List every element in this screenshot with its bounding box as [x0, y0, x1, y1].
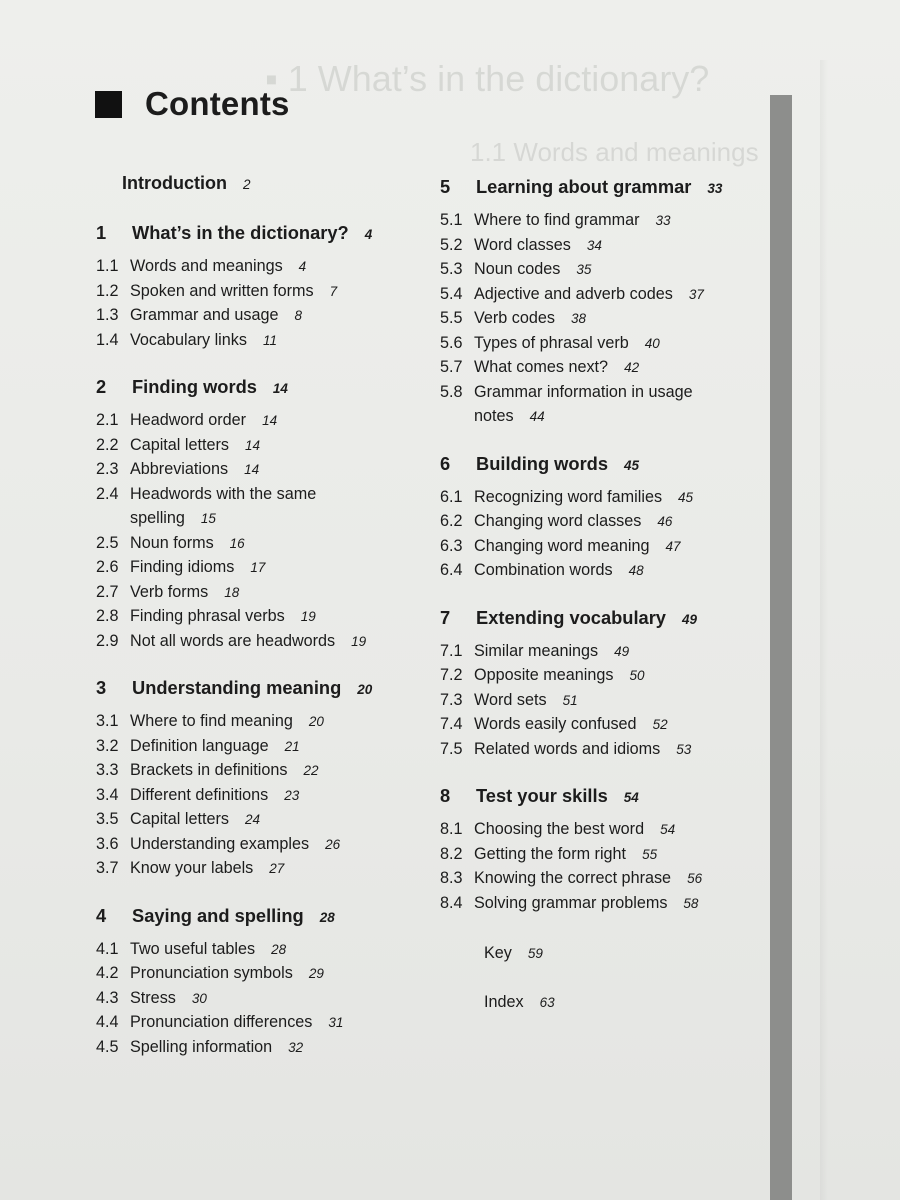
- entry-number: 6.3: [440, 536, 463, 555]
- entry-number: 4.5: [96, 1037, 119, 1056]
- toc-entry: [440, 380, 770, 405]
- entry-title: What comes next? 42: [474, 358, 640, 376]
- page-number: 2: [242, 177, 251, 192]
- page-number: 20: [308, 714, 324, 729]
- toc-section-heading: [440, 603, 770, 633]
- page-number: 14: [244, 437, 260, 453]
- entry-title: Definition language 21: [130, 736, 300, 755]
- entry-title: Stress 30: [130, 988, 207, 1007]
- entry-number: 8.2: [440, 844, 463, 863]
- entry-number: 5.7: [440, 358, 463, 376]
- page-number: 18: [224, 584, 240, 600]
- page-number: 32: [288, 1039, 304, 1055]
- entry-title: Combination words 48: [474, 561, 644, 579]
- entry-title: Finding phrasal verbs 19: [130, 607, 316, 625]
- entry-title: What’s in the dictionary? 4: [132, 222, 373, 243]
- toc-entry: [96, 254, 426, 279]
- entry-title: Getting the form right 55: [474, 844, 658, 863]
- page-number: 30: [191, 990, 207, 1006]
- page-number: 63: [539, 994, 555, 1010]
- entry-number: 4.3: [96, 988, 119, 1007]
- entry-number: 4.1: [96, 939, 119, 958]
- entry-title: Noun codes 35: [474, 260, 592, 278]
- entry-title: Finding idioms 17: [130, 558, 266, 576]
- entry-title: Building words 45: [476, 452, 640, 474]
- entry-number: 2: [96, 376, 107, 397]
- toc-entry: [96, 328, 426, 353]
- page-number: 56: [687, 871, 703, 886]
- entry-title: Types of phrasal verb 40: [474, 333, 660, 352]
- page-number: 46: [657, 514, 673, 529]
- entry-title: Solving grammar problems 58: [474, 893, 699, 912]
- toc-left-column: [96, 168, 426, 1059]
- entry-number: 7.1: [440, 641, 463, 660]
- toc-entry: [440, 355, 770, 380]
- entry-number: 4.2: [96, 964, 119, 982]
- entry-number: 5.1: [440, 211, 463, 229]
- page-number: 44: [529, 409, 545, 424]
- entry-title: Vocabulary links 11: [130, 330, 277, 349]
- toc-entry: [440, 842, 770, 867]
- entry-number: 7.3: [440, 690, 463, 709]
- toc-entry: [96, 408, 426, 433]
- entry-title: Word classes 34: [474, 235, 602, 254]
- page-number: 38: [571, 311, 587, 326]
- entry-number: 6.1: [440, 487, 463, 506]
- toc-right-column: [440, 172, 770, 1014]
- entry-title: Not all words are headwords 19: [130, 631, 367, 650]
- toc-intro-entry: [122, 168, 452, 198]
- toc-entry: [96, 734, 426, 759]
- page-number: 14: [244, 462, 260, 477]
- entry-title: Noun forms 16: [130, 533, 245, 552]
- toc-entry: [96, 506, 426, 531]
- toc-entry: [440, 257, 770, 282]
- entry-title: Extending vocabulary 49: [476, 606, 698, 628]
- entry-title: Capital letters 14: [130, 435, 260, 454]
- toc-entry: [96, 961, 426, 986]
- entry-title: Related words and idioms 53: [474, 739, 692, 758]
- toc-entry: [440, 534, 770, 559]
- page-number: 26: [325, 836, 341, 852]
- toc-entry: [96, 758, 426, 783]
- entry-title: Opposite meanings 50: [474, 666, 645, 684]
- entry-title: Grammar information in usage: [474, 382, 693, 401]
- page-fold-shadow: [820, 60, 828, 1200]
- toc-section-heading: [440, 781, 770, 811]
- toc-entry: [96, 555, 426, 580]
- toc-entry: [96, 629, 426, 654]
- entry-number: 5: [440, 176, 451, 197]
- toc-entry: [484, 990, 814, 1015]
- entry-title: Where to find meaning 20: [130, 712, 324, 730]
- page-number: 50: [629, 668, 645, 683]
- entry-title: Different definitions 23: [130, 785, 300, 804]
- show-through-text: 1.1 Words and meanings: [470, 137, 759, 167]
- toc-entry: [440, 663, 770, 688]
- entry-number: 2.3: [96, 460, 119, 478]
- entry-title: Adjective and adverb codes 37: [474, 284, 704, 303]
- entry-number: 5.3: [440, 260, 463, 278]
- entry-title: Abbreviations 14: [130, 460, 260, 478]
- toc-section-heading: [96, 673, 426, 703]
- page-number: 4: [298, 259, 307, 274]
- toc-entry: [96, 807, 426, 832]
- toc-entry: [440, 558, 770, 583]
- entry-title: Headwords with the same: [130, 484, 317, 503]
- entry-title: Recognizing word families 45: [474, 487, 694, 506]
- entry-number: 2.8: [96, 607, 119, 625]
- entry-number: 3.4: [96, 785, 119, 804]
- entry-title: Word sets 51: [474, 690, 578, 709]
- entry-title: Headword order 14: [130, 411, 278, 429]
- toc-entry: [96, 783, 426, 808]
- entry-title: Similar meanings 49: [474, 641, 630, 660]
- entry-number: 8.4: [440, 893, 463, 912]
- entry-number: 5.8: [440, 382, 463, 401]
- entry-number: 1.1: [96, 257, 119, 275]
- entry-number: 6: [440, 452, 451, 474]
- entry-title: Verb codes 38: [474, 309, 587, 327]
- entry-title: Choosing the best word 54: [474, 820, 676, 838]
- page-number: 14: [272, 381, 288, 396]
- page-number: 34: [586, 237, 602, 253]
- toc-entry: [96, 986, 426, 1011]
- entry-title: notes 44: [474, 407, 545, 425]
- entry-number: 3.7: [96, 859, 119, 877]
- entry-title: Words and meanings 4: [130, 257, 307, 275]
- entry-title: Spelling information 32: [130, 1037, 304, 1056]
- toc-entry: [440, 331, 770, 356]
- toc-entry: [96, 604, 426, 629]
- entry-number: 3.2: [96, 736, 119, 755]
- toc-entry: [96, 531, 426, 556]
- page-number: 47: [665, 538, 681, 554]
- entry-title: Capital letters 24: [130, 810, 260, 828]
- entry-number: 6.4: [440, 561, 463, 579]
- toc-entry: [440, 688, 770, 713]
- entry-title: Words easily confused 52: [474, 715, 668, 733]
- entry-number: 2.7: [96, 582, 119, 601]
- page-number: 33: [655, 213, 671, 228]
- entry-number: 3: [96, 677, 107, 698]
- page-number: 28: [271, 941, 287, 957]
- entry-number: 3.3: [96, 761, 119, 779]
- entry-number: 8.1: [440, 820, 463, 838]
- toc-entry: [440, 639, 770, 664]
- entry-number: 4.4: [96, 1013, 119, 1031]
- entry-number: 3.6: [96, 834, 119, 853]
- entry-title: Finding words 14: [132, 376, 288, 397]
- toc-entry: [440, 233, 770, 258]
- toc-entry: [96, 1010, 426, 1035]
- page-number: 16: [229, 535, 245, 551]
- entry-number: 2.5: [96, 533, 119, 552]
- page-number: 24: [244, 812, 260, 827]
- toc-entry: [96, 457, 426, 482]
- toc-entry: [96, 709, 426, 734]
- page-number: 37: [688, 286, 704, 302]
- entry-title: Understanding meaning 20: [132, 677, 373, 698]
- toc-entry: [440, 485, 770, 510]
- entry-title: Changing word classes 46: [474, 512, 673, 530]
- entry-number: 2.1: [96, 411, 119, 429]
- toc-entry: [440, 208, 770, 233]
- entry-title: Key: [484, 944, 512, 962]
- entry-title: Where to find grammar 33: [474, 211, 671, 229]
- entry-title: Know your labels 27: [130, 859, 285, 877]
- page-number: 42: [624, 360, 640, 375]
- page-number: 28: [319, 909, 335, 925]
- toc-entry: [96, 1035, 426, 1060]
- toc-entry: [96, 580, 426, 605]
- toc-entry: [96, 303, 426, 328]
- entry-number: 7: [440, 606, 451, 628]
- page-number: 33: [707, 181, 723, 196]
- entry-number: 1.2: [96, 281, 119, 300]
- page-number: 31: [328, 1015, 344, 1030]
- contents-heading: [95, 85, 290, 123]
- page-number: 55: [642, 846, 658, 862]
- entry-number: 7.5: [440, 739, 463, 758]
- entry-number: 1.3: [96, 306, 119, 324]
- toc-section-heading: [96, 901, 426, 931]
- entry-title: Pronunciation symbols 29: [130, 964, 324, 982]
- page-number: 22: [303, 763, 319, 778]
- page-number: 8: [294, 308, 302, 323]
- entry-title: Spoken and written forms 7: [130, 281, 338, 300]
- entry-number: 2.4: [96, 484, 119, 503]
- page-number: 40: [644, 335, 660, 351]
- entry-number: 7.4: [440, 715, 463, 733]
- toc-entry: [440, 282, 770, 307]
- show-through-text: ▪ 1 What’s in the dictionary?: [265, 58, 710, 99]
- toc-entry: [440, 712, 770, 737]
- entry-number: 1.4: [96, 330, 119, 349]
- entry-number: 5.2: [440, 235, 463, 254]
- entry-number: 5.4: [440, 284, 463, 303]
- page-number: 51: [562, 692, 578, 708]
- page-number: 21: [284, 738, 300, 754]
- entry-title: Introduction: [122, 173, 227, 193]
- entry-title: Pronunciation differences 31: [130, 1013, 344, 1031]
- entry-number: 5.6: [440, 333, 463, 352]
- page-number: 54: [660, 822, 676, 837]
- page-number: 19: [351, 633, 367, 649]
- entry-title: spelling 15: [130, 509, 216, 527]
- toc-entry: [440, 306, 770, 331]
- page-number: 52: [652, 717, 668, 732]
- toc-section-heading: [96, 218, 426, 248]
- page-number: 17: [250, 560, 266, 575]
- toc-entry: [440, 866, 770, 891]
- entry-title: Verb forms 18: [130, 582, 240, 601]
- toc-entry: [96, 482, 426, 507]
- page-number: 23: [284, 787, 300, 803]
- entry-title: Grammar and usage 8: [130, 306, 302, 324]
- toc-entry: [440, 737, 770, 762]
- toc-entry: [96, 856, 426, 881]
- toc-entry: [440, 404, 770, 429]
- page-number: 20: [357, 682, 373, 697]
- page-number: 14: [262, 413, 278, 428]
- entry-title: Understanding examples 26: [130, 834, 341, 853]
- toc-section-heading: [440, 449, 770, 479]
- toc-section-heading: [440, 172, 770, 202]
- page-number: 4: [364, 227, 373, 242]
- entry-number: 7.2: [440, 666, 463, 684]
- toc-entry: [96, 937, 426, 962]
- entry-number: 4: [96, 904, 107, 926]
- entry-title: Saying and spelling 28: [132, 904, 335, 926]
- entry-number: 5.5: [440, 309, 463, 327]
- page-number: 54: [623, 790, 639, 805]
- page-number: 48: [628, 563, 644, 578]
- toc-section-heading: [96, 372, 426, 402]
- page-edge-stripe: [770, 95, 792, 1200]
- entry-number: 2.6: [96, 558, 119, 576]
- entry-title: Two useful tables 28: [130, 939, 287, 958]
- toc-entry: [96, 279, 426, 304]
- toc-entry: [440, 891, 770, 916]
- page-number: 53: [676, 741, 692, 757]
- entry-title: Knowing the correct phrase 56: [474, 869, 703, 887]
- toc-entry: [484, 941, 814, 966]
- page-number: 7: [329, 283, 338, 299]
- page-number: 27: [269, 861, 285, 876]
- entry-number: 2.2: [96, 435, 119, 454]
- entry-title: Changing word meaning 47: [474, 536, 681, 555]
- page-number: 45: [678, 489, 694, 505]
- entry-number: 6.2: [440, 512, 463, 530]
- entry-number: 1: [96, 222, 107, 243]
- page-number: 29: [308, 966, 324, 981]
- entry-number: 3.5: [96, 810, 119, 828]
- entry-number: 3.1: [96, 712, 119, 730]
- entry-title: Index: [484, 992, 524, 1011]
- page-number: 11: [262, 332, 277, 348]
- page-number: 15: [200, 511, 216, 526]
- heading-square-icon: [95, 91, 122, 118]
- entry-title: Learning about grammar 33: [476, 176, 723, 197]
- entry-number: 8: [440, 785, 451, 806]
- entry-title: Brackets in definitions 22: [130, 761, 319, 779]
- entry-title: Test your skills 54: [476, 785, 639, 806]
- toc-entry: [440, 817, 770, 842]
- entry-number: 2.9: [96, 631, 119, 650]
- page-number: 45: [624, 457, 640, 473]
- page-number: 35: [576, 262, 592, 277]
- page-number: 49: [614, 643, 630, 659]
- page-title: Contents: [145, 85, 290, 122]
- page-number: 58: [683, 895, 699, 911]
- page-number: 59: [527, 946, 543, 961]
- toc-entry: [96, 433, 426, 458]
- toc-entry: [96, 832, 426, 857]
- page-number: 19: [300, 609, 316, 624]
- toc-entry: [440, 509, 770, 534]
- entry-number: 8.3: [440, 869, 463, 887]
- page-number: 49: [681, 611, 698, 627]
